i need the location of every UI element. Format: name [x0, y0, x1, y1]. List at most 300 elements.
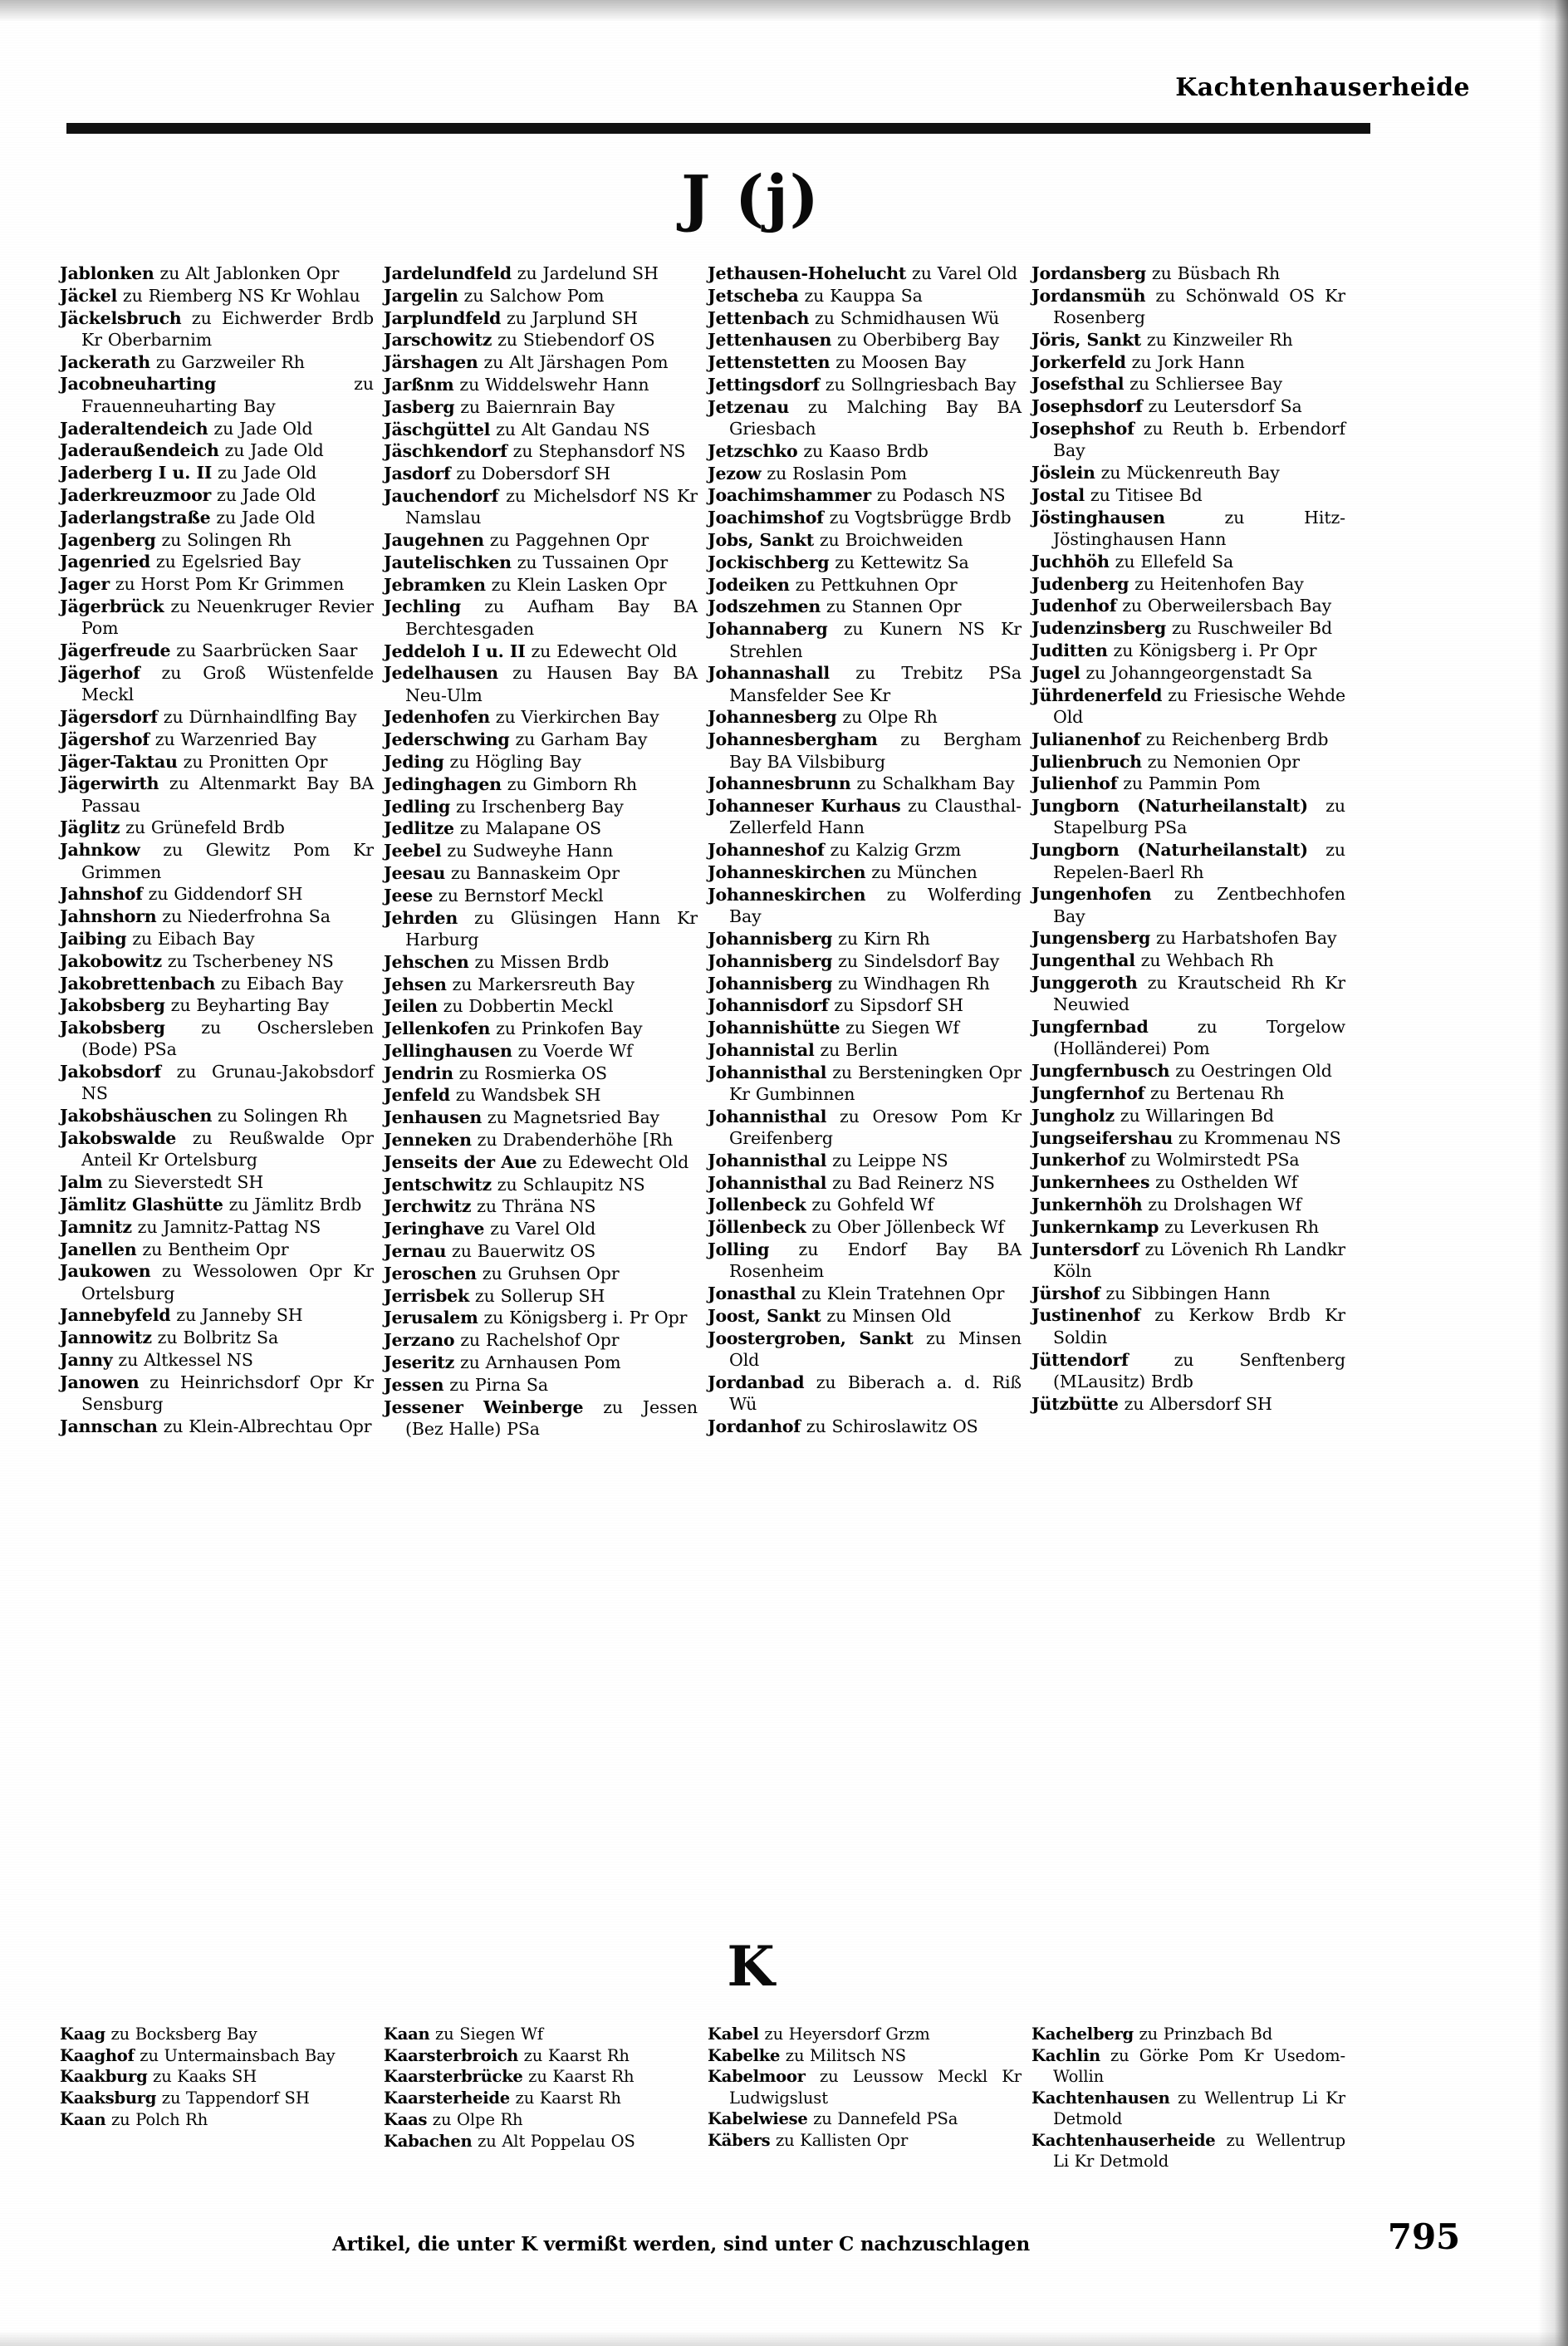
entry-headword: Janny [60, 1350, 113, 1371]
scan-gutter-right [1538, 0, 1568, 2346]
entry-headword: Kachtenhausen [1031, 2088, 1170, 2108]
index-entry [384, 773, 698, 795]
index-entry [708, 2045, 1022, 2066]
entry-headword: Jarplundfeld [384, 307, 502, 328]
entry-headword: Jacobneuharting [60, 374, 217, 395]
entry-headword: Josephsdorf [1031, 396, 1143, 417]
index-entry [384, 1307, 698, 1328]
entry-reference: zu Bauerwitz OS [446, 1241, 596, 1262]
entry-headword: Jobs, Sankt [708, 530, 814, 551]
entry-headword: Jasberg [384, 396, 455, 417]
index-entry [1031, 551, 1345, 572]
index-entry [60, 1194, 374, 1215]
entry-reference: zu Paggehnen Opr [483, 530, 649, 551]
index-entry [60, 285, 374, 307]
index-entry [60, 373, 374, 417]
entry-reference: zu Senftenberg (MLausitz) Brdb [1053, 1349, 1345, 1391]
index-entry [60, 994, 374, 1016]
entry-headword: Jethausen-Hohelucht [708, 263, 907, 283]
entry-reference: zu Pronitten Opr [177, 751, 328, 772]
entry-headword: Kabel [708, 2025, 759, 2044]
index-entry [1031, 1194, 1345, 1215]
entry-headword: Kaag [60, 2025, 105, 2044]
index-entry [1031, 484, 1345, 506]
entry-headword: Jeese [384, 885, 434, 906]
entry-reference: zu Reichenberg Brdb [1139, 729, 1329, 749]
entry-reference: zu Bersteningken Opr Kr Gumbinnen [729, 1062, 1022, 1104]
entry-headword: Jaderaußendeich [60, 440, 219, 461]
entry-headword: Kachtenhauserheide [1031, 2130, 1216, 2150]
index-entry [1031, 1239, 1345, 1283]
entry-reference: zu Johanngeorgenstadt Sa [1080, 662, 1312, 683]
entry-reference: zu Heinrichsdorf Opr Kr Sensburg [81, 1372, 374, 1415]
entry-reference: zu Janneby SH [170, 1305, 303, 1326]
entry-headword: Juntersdorf [1031, 1239, 1139, 1259]
index-entry [708, 1194, 1022, 1215]
entry-headword: Jäglitz [60, 817, 120, 838]
index-entry [1031, 418, 1345, 462]
entry-headword: Johanneser Kurhaus [708, 796, 901, 817]
entry-reference: zu Jade Old [208, 418, 313, 439]
entry-headword: Johannashall [708, 663, 830, 684]
index-entry [1031, 729, 1345, 750]
entry-headword: Jakobsberg [60, 1018, 165, 1038]
entry-reference: zu Minsen Old [821, 1305, 952, 1326]
index-entry [384, 419, 698, 440]
entry-headword: Johannisberg [708, 973, 833, 994]
entry-headword: Jellenkofen [384, 1018, 491, 1039]
entry-reference: zu Drabenderhöhe [Rh [471, 1130, 674, 1151]
entry-headword: Juditten [1031, 640, 1108, 661]
entry-headword: Jenseits der Aue [384, 1151, 537, 1172]
entry-headword: Johannisthal [708, 1106, 827, 1126]
entry-headword: Jakobshäuschen [60, 1106, 213, 1126]
index-entry [708, 994, 1022, 1016]
index-entry [384, 2024, 698, 2044]
entry-headword: Jakobswalde [60, 1128, 177, 1149]
index-entry [384, 729, 698, 750]
entry-headword: Jettingsdorf [708, 374, 820, 395]
entry-headword: Jungfernbusch [1031, 1061, 1170, 1082]
entry-reference: zu Högling Bay [443, 752, 581, 773]
entry-reference: zu Friesische Wehde Old [1053, 685, 1345, 727]
index-entry [384, 374, 698, 395]
entry-reference: zu Königsberg i. Pr Opr [1107, 640, 1317, 661]
index-entry [60, 551, 374, 572]
entry-reference: zu Gohfeld Wf [806, 1195, 934, 1215]
entry-reference: zu Jardelund SH [511, 263, 659, 283]
entry-headword: Kachlin [1031, 2045, 1100, 2065]
entry-reference: zu Bolbritz Sa [151, 1328, 279, 1348]
index-entry [708, 618, 1022, 662]
entry-headword: Jenfeld [384, 1085, 450, 1106]
entry-reference: zu Jarplund SH [501, 307, 638, 328]
index-entry [60, 751, 374, 773]
entry-reference: zu Gimborn Rh [501, 773, 637, 794]
entry-headword: Jaderaltendeich [60, 418, 208, 439]
index-entry [1031, 2088, 1345, 2129]
entry-headword: Jahnshof [60, 884, 143, 905]
entry-reference: zu Kaaks SH [147, 2067, 257, 2087]
entry-headword: Joachimshof [708, 508, 824, 528]
index-columns-k [60, 2024, 1389, 2172]
entry-headword: Jakobsberg [60, 995, 165, 1016]
entry-headword: Jahnshorn [60, 906, 157, 927]
entry-headword: Junkerhof [1031, 1150, 1125, 1171]
entry-reference: zu Warzenried Bay [149, 729, 317, 749]
entry-reference: zu Titisee Bd [1084, 484, 1203, 505]
page-number: 795 [1387, 2216, 1460, 2257]
entry-reference: zu Voerde Wf [512, 1040, 633, 1061]
entry-headword: Jasdorf [384, 464, 451, 484]
index-entry [60, 817, 374, 838]
index-entry [708, 773, 1022, 794]
index-entry [384, 2088, 698, 2108]
index-entry [708, 574, 1022, 596]
entry-headword: Julianenhof [1031, 729, 1140, 749]
entry-reference: zu Pettkuhnen Opr [789, 574, 958, 595]
index-entry [1031, 662, 1345, 684]
entry-reference: zu Tussainen Opr [511, 552, 669, 572]
entry-reference: zu Edewecht Old [525, 640, 678, 661]
entry-headword: Jägerwirth [60, 773, 159, 794]
entry-reference: zu Altenmarkt Bay BA Passau [81, 773, 374, 816]
index-entry [384, 1285, 698, 1307]
entry-reference: zu Prinzbach Bd [1133, 2025, 1273, 2044]
entry-reference: zu Grunau-Jakobsdorf NS [81, 1062, 374, 1104]
index-entry [384, 796, 698, 817]
index-entry [1031, 595, 1345, 616]
entry-headword: Jäckel [60, 285, 117, 306]
index-entry [708, 484, 1022, 506]
entry-reference: zu Rosmierka OS [453, 1063, 607, 1083]
entry-reference: zu Lövenich Rh Landkr Köln [1053, 1239, 1345, 1281]
entry-reference: zu Leippe NS [826, 1150, 948, 1171]
index-entry [60, 439, 374, 461]
entry-reference: zu Siegen Wf [840, 1018, 959, 1038]
index-entry [384, 1240, 698, 1262]
index-entry [384, 1040, 698, 1062]
index-column [60, 2024, 384, 2172]
entry-reference: zu Garham Bay [509, 729, 648, 750]
index-entry [60, 1171, 374, 1193]
entry-reference: zu Schlaupitz NS [491, 1174, 645, 1195]
index-entry [1031, 1393, 1345, 1415]
entry-reference: zu Egelsried Bay [149, 552, 301, 572]
entry-headword: Joachimshammer [708, 485, 871, 506]
index-entry [384, 285, 698, 307]
entry-reference: zu Albersdorf SH [1118, 1393, 1272, 1414]
entry-headword: Jungensberg [1031, 928, 1151, 949]
entry-reference: zu Leussow Meckl Kr Ludwigslust [729, 2067, 1022, 2108]
entry-reference: zu Wolferding Bay [729, 884, 1022, 927]
index-entry [60, 928, 374, 950]
index-entry [60, 418, 374, 439]
entry-reference: zu Sollngriesbach Bay [819, 374, 1017, 395]
index-entry [1031, 883, 1345, 927]
entry-reference: zu Aufham Bay BA Berchtesgaden [405, 596, 698, 639]
index-entry [1031, 640, 1345, 661]
entry-reference: zu Drolshagen Wf [1142, 1194, 1302, 1215]
index-entry [708, 552, 1022, 573]
entry-headword: Jettenstetten [708, 352, 831, 373]
entry-reference: zu Alt Poppelau OS [472, 2131, 635, 2151]
entry-reference: zu Bernstorf Meckl [433, 885, 604, 906]
index-entry [708, 1283, 1022, 1304]
entry-reference: zu Klein Lasken Opr [485, 574, 667, 595]
entry-reference: zu Gruhsen Opr [476, 1263, 620, 1283]
entry-reference: zu Krautscheid Rh Kr Neuwied [1053, 973, 1345, 1015]
entry-headword: Jakobsdorf [60, 1062, 161, 1082]
entry-reference: zu Kerkow Brdb Kr Soldin [1053, 1305, 1345, 1347]
entry-reference: zu Stapelburg PSa [1053, 796, 1345, 838]
index-entry [708, 1172, 1022, 1194]
index-entry [384, 440, 698, 462]
entry-headword: Jessener Weinberge [384, 1396, 584, 1417]
index-entry [384, 1151, 698, 1173]
entry-reference: zu Jämlitz Brdb [223, 1194, 362, 1215]
index-entry [1031, 1060, 1345, 1082]
index-entry [60, 1017, 374, 1061]
index-entry [1031, 573, 1345, 595]
index-entry [708, 529, 1022, 551]
entry-reference: zu Kunern NS Kr Strehlen [729, 619, 1022, 661]
entry-reference: zu Kinzweiler Rh [1140, 329, 1293, 350]
index-entry [1031, 373, 1345, 395]
index-column [60, 263, 384, 1440]
entry-headword: Kabelwiese [708, 2109, 808, 2129]
entry-headword: Jettenhausen [708, 330, 832, 351]
index-column [1031, 2024, 1355, 2172]
index-entry [708, 463, 1022, 484]
entry-headword: Junkernkamp [1031, 1216, 1159, 1237]
entry-reference: zu Heyersdorf Grzm [758, 2025, 930, 2044]
entry-headword: Jentschwitz [384, 1174, 492, 1195]
entry-headword: Jugel [1031, 662, 1080, 683]
index-entry [1031, 462, 1345, 483]
entry-headword: Judenzinsberg [1031, 618, 1167, 639]
index-entry [708, 596, 1022, 617]
entry-reference: zu Endorf Bay BA Rosenheim [729, 1239, 1022, 1282]
entry-reference: zu Zentbechhofen Bay [1053, 884, 1345, 926]
entry-headword: Jederschwing [384, 729, 510, 750]
index-entry [384, 574, 698, 596]
entry-headword: Johannisthal [708, 1062, 827, 1082]
index-column [384, 2024, 708, 2172]
entry-headword: Jedelhausen [384, 663, 498, 684]
index-entry [1031, 285, 1345, 329]
entry-headword: Joost, Sankt [708, 1305, 821, 1326]
entry-reference: zu Tappendorf SH [156, 2088, 310, 2108]
entry-headword: Jettenbach [708, 307, 810, 328]
entry-headword: Jackerath [60, 351, 150, 372]
entry-reference: zu Alt Järshagen Pom [478, 352, 669, 373]
entry-headword: Jägerfreude [60, 640, 171, 661]
entry-reference: zu Olpe Rh [836, 707, 938, 728]
index-entry [60, 573, 374, 595]
entry-reference: zu Clausthal-Zellerfeld Hann [729, 796, 1022, 838]
entry-headword: Jalm [60, 1172, 103, 1193]
entry-reference: zu Wolmirstedt PSa [1125, 1150, 1300, 1171]
index-entry [1031, 1304, 1345, 1348]
entry-headword: Johannisberg [708, 950, 833, 971]
entry-reference: zu Oresow Pom Kr Greifenberg [729, 1106, 1022, 1149]
entry-reference: zu Kaarst Rh [522, 2067, 635, 2087]
entry-headword: Käbers [708, 2131, 771, 2151]
entry-reference: zu Altkessel NS [112, 1350, 253, 1371]
entry-headword: Josephshof [1031, 419, 1134, 439]
entry-reference: zu Giddendorf SH [142, 884, 303, 905]
entry-headword: Jamnitz [60, 1216, 132, 1237]
index-entry [60, 1304, 374, 1326]
entry-reference: zu Jamnitz-Pattag NS [131, 1216, 321, 1237]
entry-headword: Jockischberg [708, 552, 830, 572]
index-entry [1031, 617, 1345, 639]
scan-shadow-bottom [0, 2331, 1568, 2346]
index-entry [384, 751, 698, 773]
entry-reference: zu Jade Old [211, 484, 316, 505]
index-entry [60, 2024, 374, 2044]
entry-headword: Jaibing [60, 928, 127, 949]
entry-reference: zu Kallisten Opr [770, 2131, 909, 2151]
index-entry [60, 351, 374, 373]
entry-headword: Jetscheba [708, 285, 799, 306]
entry-headword: Jauchendorf [384, 485, 499, 506]
entry-headword: Järshagen [384, 352, 478, 373]
entry-headword: Johannesberg [708, 707, 837, 728]
entry-headword: Kabelke [708, 2045, 781, 2065]
entry-headword: Kaarsterheide [384, 2088, 510, 2108]
entry-headword: Jorkerfeld [1031, 351, 1126, 372]
index-entry [60, 1061, 374, 1105]
entry-reference: zu Vogtsbrügge Brdb [823, 508, 1012, 528]
entry-reference: zu Krommenau NS [1173, 1127, 1341, 1148]
entry-reference: zu Arnhausen Pom [454, 1352, 621, 1373]
index-entry [384, 1195, 698, 1217]
entry-reference: zu Eibach Bay [215, 973, 344, 994]
entry-headword: Johannisberg [708, 928, 833, 949]
entry-reference: zu Ruschweiler Bd [1166, 618, 1333, 639]
entry-reference: zu Moosen Bay [830, 352, 967, 373]
entry-reference: zu Kaarst Rh [518, 2045, 630, 2065]
entry-headword: Johanneskirchen [708, 884, 866, 905]
entry-reference: zu Klein-Albrechtau Opr [157, 1416, 372, 1436]
entry-headword: Jordansberg [1031, 263, 1146, 283]
index-entry [384, 596, 698, 640]
entry-reference: zu Oestringen Old [1169, 1061, 1332, 1082]
entry-reference: zu Roslasin Pom [761, 463, 908, 483]
entry-headword: Kaarsterbroich [384, 2045, 519, 2065]
index-entry [384, 2045, 698, 2066]
index-entry [708, 928, 1022, 950]
entry-headword: Jakobowitz [60, 950, 162, 971]
entry-reference: zu Oberbiberg Bay [831, 330, 1000, 351]
index-entry [708, 1372, 1022, 1416]
index-entry [60, 706, 374, 728]
index-entry [60, 1260, 374, 1304]
entry-headword: Jaderlangstraße [60, 507, 211, 528]
entry-reference: zu Schiroslawitz OS [800, 1416, 978, 1436]
index-entry [708, 351, 1022, 373]
entry-reference: zu Solingen Rh [212, 1106, 348, 1126]
index-entry [60, 1239, 374, 1260]
index-entry [1031, 1349, 1345, 1393]
index-entry [1031, 972, 1345, 1016]
entry-reference: zu Kettewitz Sa [829, 552, 969, 572]
entry-headword: Jehsen [384, 974, 447, 994]
entry-reference: zu Dürnhaindlfing Bay [157, 706, 357, 727]
entry-reference: zu Tscherbeney NS [161, 950, 334, 971]
entry-headword: Kaaghof [60, 2045, 135, 2065]
entry-reference: zu Glüsingen Hann Kr Harburg [405, 907, 698, 950]
entry-reference: zu Niederfrohna Sa [156, 906, 331, 927]
entry-reference: zu Pirna Sa [443, 1374, 548, 1395]
entry-reference: zu Widdelswehr Hann [453, 374, 649, 395]
entry-reference: zu Windhagen Rh [832, 973, 990, 994]
entry-headword: Jaukowen [60, 1261, 151, 1282]
entry-reference: zu Bannaskeim Opr [445, 863, 620, 884]
entry-headword: Jollenbeck [708, 1195, 806, 1215]
index-entry [708, 263, 1022, 284]
entry-headword: Jetzenau [708, 396, 789, 417]
index-entry [384, 1352, 698, 1373]
entry-reference: zu Glewitz Pom Kr Grimmen [81, 840, 374, 882]
entry-headword: Kaakburg [60, 2067, 148, 2087]
entry-headword: Johannesbergham [708, 729, 878, 750]
index-entry [60, 263, 374, 284]
index-entry [384, 263, 698, 284]
section-letter-j: J (j) [681, 163, 821, 234]
entry-headword: Kabachen [384, 2131, 473, 2151]
index-entry [384, 396, 698, 418]
entry-reference: zu Bad Reinerz NS [826, 1172, 995, 1193]
entry-reference: zu Varel Old [906, 263, 1017, 283]
index-entry [708, 1062, 1022, 1106]
entry-headword: Johannaberg [708, 619, 828, 640]
entry-headword: Jeebel [384, 841, 442, 861]
entry-reference: zu Magnetsried Bay [481, 1107, 660, 1128]
entry-reference: zu Bergham Bay BA Vilsbiburg [729, 729, 1022, 772]
index-entry [384, 1084, 698, 1106]
index-entry [60, 484, 374, 506]
entry-headword: Jägerhof [60, 662, 140, 683]
entry-reference: zu Kauppa Sa [798, 285, 923, 306]
entry-reference: zu Wessolowen Opr Kr Ortelsburg [81, 1261, 374, 1303]
entry-reference: zu Militsch NS [780, 2045, 907, 2065]
index-entry [708, 507, 1022, 528]
index-entry [384, 840, 698, 861]
entry-headword: Janowen [60, 1372, 140, 1392]
index-entry [1031, 950, 1345, 971]
entry-reference: zu Minsen Old [729, 1328, 1022, 1371]
entry-headword: Jaderkreuzmoor [60, 484, 212, 505]
index-entry [384, 951, 698, 973]
entry-headword: Jöris, Sankt [1031, 329, 1141, 350]
entry-headword: Jürshof [1031, 1283, 1100, 1303]
entry-headword: Jeringhave [384, 1219, 485, 1239]
index-column [708, 263, 1031, 1440]
entry-reference: zu Willaringen Bd [1114, 1105, 1274, 1126]
index-entry [384, 1329, 698, 1351]
entry-reference: zu Schliersee Bay [1124, 374, 1282, 395]
index-entry [60, 2109, 374, 2130]
entry-headword: Jedling [384, 796, 451, 817]
index-entry [708, 795, 1022, 839]
section-letter-k: K [727, 1934, 775, 1999]
index-entry [60, 839, 374, 883]
entry-headword: Jungborn (Naturheilanstalt) [1031, 840, 1308, 861]
entry-reference: zu Thräna NS [471, 1196, 596, 1217]
